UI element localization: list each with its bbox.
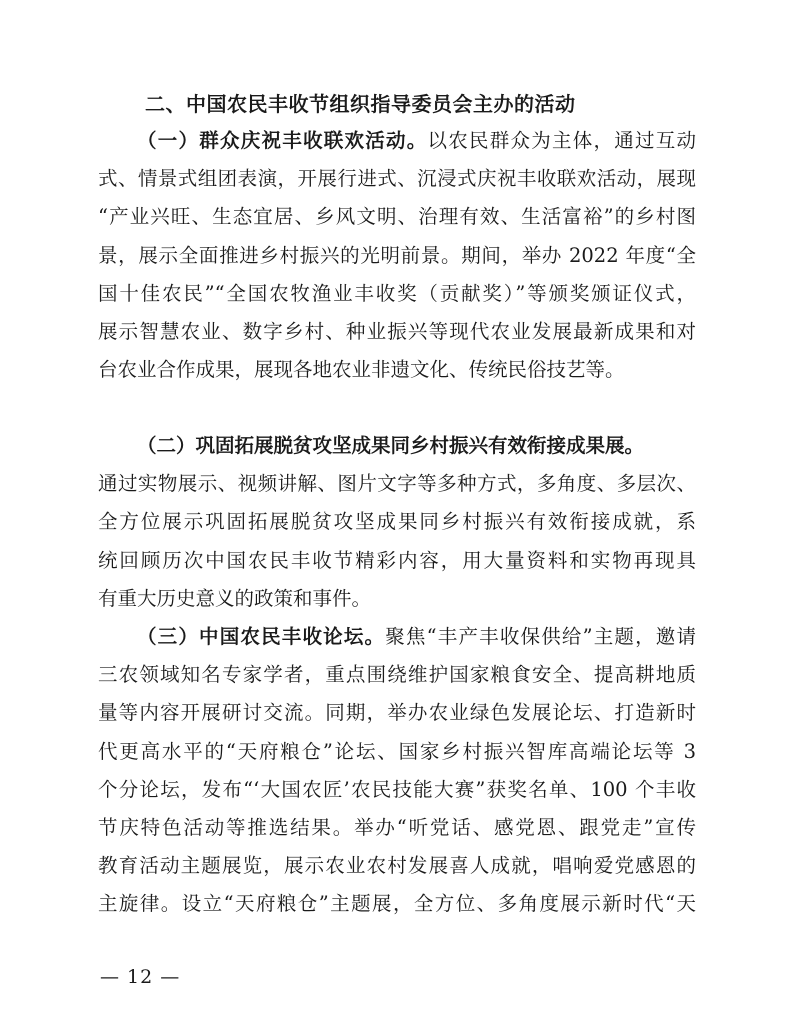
paragraph-1-line: “产业兴旺、生态宜居、乡风文明、治理有效、生活富裕”的乡村图 — [98, 205, 696, 229]
paragraph-1-line: 式、情景式组团表演，开展行进式、沉浸式庆祝丰收联欢活动，展现 — [98, 167, 696, 191]
paragraph-2-lead: （二）巩固拓展脱贫攻坚成果同乡村振兴有效衔接成果展。 — [137, 434, 645, 457]
paragraph-3-line: （三）中国农民丰收论坛。聚焦“丰产丰收保供给”主题，邀请 — [137, 625, 696, 648]
paragraph-3-line: 主旋律。设立“天府粮仓”主题展，全方位、多角度展示新时代“天 — [98, 892, 696, 916]
page-number: — 12 — — [100, 966, 181, 988]
paragraph-3-lead: （三）中国农民丰收论坛。 — [137, 625, 386, 648]
paragraph-1-line: 景，展示全面推进乡村振兴的光明前景。期间，举办 2022 年度“全 — [98, 243, 696, 267]
paragraph-3-line: 代更高水平的“天府粮仓”论坛、国家乡村振兴智库高端论坛等 3 — [98, 739, 696, 763]
paragraph-3 — [98, 618, 696, 924]
paragraph-1-lead: （一）群众庆祝丰收联欢活动。 — [137, 129, 428, 152]
paragraph-2 — [98, 427, 696, 618]
paragraph-1-line: （一）群众庆祝丰收联欢活动。以农民群众为主体，通过互动 — [137, 129, 696, 152]
paragraph-3-line: 量等内容开展研讨交流。同期，举办农业绿色发展论坛、打造新时 — [98, 701, 696, 725]
paragraph-2-line — [98, 427, 696, 465]
paragraph-1-line: 展示智慧农业、数字乡村、种业振兴等现代农业发展最新成果和对 — [98, 320, 696, 344]
paragraph-3-line: 个分论坛，发布“‘大国农匠’农民技能大赛”获奖名单、100 个丰收 — [98, 777, 696, 801]
paragraph-1 — [98, 122, 696, 389]
paragraph-2-line: 有重大历史意义的政策和事件。 — [98, 586, 372, 610]
paragraph-2-line: 全方位展示巩固拓展脱贫攻坚成果同乡村振兴有效衔接成就，系 — [98, 510, 696, 534]
paragraph-1-line: 国十佳农民”“全国农牧渔业丰收奖（贡献奖）”等颁奖颁证仪式， — [98, 281, 696, 305]
section-heading: 二、中国农民丰收节组织指导委员会主办的活动 — [145, 92, 576, 116]
paragraph-3-line: 节庆特色活动等推选结果。举办“听党话、感党恩、跟党走”宣传 — [98, 816, 696, 840]
paragraph-2-line: 统回顾历次中国农民丰收节精彩内容，用大量资料和实物再现具 — [98, 548, 696, 572]
paragraph-3-line: 三农领域知名专家学者，重点围绕维护国家粮食安全、提高耕地质 — [98, 663, 696, 687]
paragraph-3-line: 教育活动主题展览，展示农业农村发展喜人成就，唱响爱党感恩的 — [98, 854, 696, 878]
paragraph-1-line: 台农业合作成果，展现各地农业非遗文化、传统民俗技艺等。 — [98, 358, 625, 382]
paragraph-2-line: 通过实物展示、视频讲解、图片文字等多种方式，多角度、多层次、 — [98, 472, 696, 496]
